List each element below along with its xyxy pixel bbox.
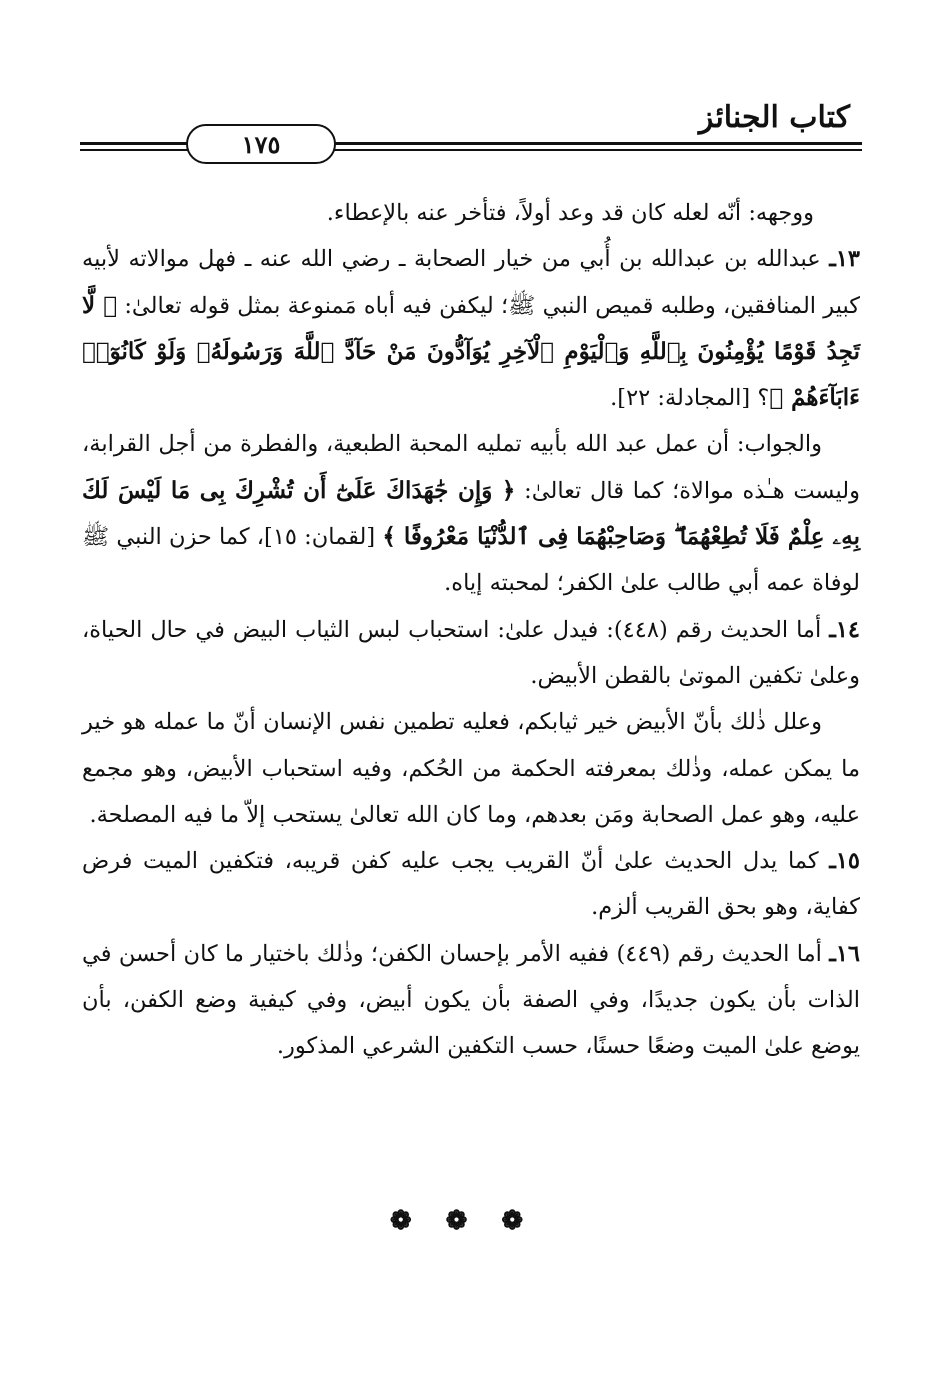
- page-number: ١٧٥: [186, 124, 336, 164]
- paragraph-13: [82, 236, 860, 421]
- paragraph-text: كما يدل الحديث علىٰ أنّ القريب يجب عليه كفن قريبه، فتكفين الميت فرض كفاية، وهو بحق القريب ألزم.: [82, 848, 860, 921]
- paragraph-text: ووجهه: أنّه لعله كان قد وعد أولاً، فتأخر عنه بالإعطاء.: [326, 200, 814, 226]
- verse-reference: [لقمان: ١٥]، كما حزن النبي ﷺ لوفاة عمه أبي طالب علىٰ الكفر؛ لمحبته إياه.: [82, 524, 860, 597]
- paragraph-text: وعلل ذٰلك بأنّ الأبيض خير ثيابكم، فعليه تطمين نفس الإنسان أنّ ما عمله هو خير ما يمكن عمله، وذٰلك بمعرفته الحكمة من الحُكم، وفيه استحباب الأبيض، وهو مجمع عليه، وهو عمل الصحابة ومَن بعدهم، وما كان الله تعالىٰ يستحب إلاّ ما فيه المصلحة.: [82, 709, 860, 828]
- paragraph-wajhuh: [82, 190, 860, 236]
- paragraph-16: [82, 931, 860, 1070]
- verse-reference: ؟ [المجادلة: ٢٢].: [610, 385, 770, 412]
- paragraph-illa: [82, 699, 860, 838]
- paragraph-text: أما الحديث رقم (٤٤٩) ففيه الأمر بإحسان الكفن؛ وذٰلك باختيار ما كان أحسن في الذات بأن يكون جديدًا، وفي الصفة بأن يكون أبيض، وفي كيفية وضع الكفن، بأن يوضع علىٰ الميت وضعًا حسنًا، حسب التكفين الشرعي المذكور.: [82, 940, 860, 1060]
- quran-verse: ﴿ وَإِن جَٰهَدَاكَ عَلَىٰٓ أَن تُشْرِكَ بِى مَا لَيْسَ لَكَ بِهِۦ عِلْمٌ فَلَا تُطِعْهُمَا ۖ وَصَاحِبْهُمَا فِى ٱلدُّنْيَا مَعْرُوفًا ﴾: [82, 476, 860, 551]
- paragraph-text: أما الحديث رقم (٤٤٨): فيدل علىٰ: استحباب لبس الثياب البيض في حال الحياة، وعلىٰ تكفين الموتىٰ بالقطن الأبيض.: [82, 616, 860, 689]
- page-body: [82, 190, 860, 1070]
- item-number: ١٤ـ: [829, 616, 860, 643]
- item-number: ١٣ـ: [829, 246, 860, 273]
- item-number: ١٥ـ: [829, 848, 861, 875]
- section-end-ornament: ❁❁❁: [389, 1206, 558, 1236]
- chapter-title: كتاب الجنائز: [698, 100, 850, 135]
- paragraph-text: عبدالله بن عبدالله بن أُبي من خيار الصحابة ـ رضي الله عنه ـ فهل موالاته لأبيه كبير المنافقين، وطلبه قميص النبي ﷺ؛ ليكفن فيه أباه مَمنوعة بمثل قوله تعالىٰ:: [82, 246, 861, 319]
- page-header: [80, 96, 862, 166]
- item-number: ١٦ـ: [829, 940, 861, 967]
- paragraph-text: والجواب: أن عمل عبد الله بأبيه تمليه المحبة الطبعية، والفطرة من أجل القرابة، وليست هـٰذه موالاة؛ كما قال تعالىٰ:: [82, 431, 860, 504]
- paragraph-15: [82, 838, 860, 931]
- paragraph-14: [82, 607, 860, 700]
- quran-verse: ﴿ لَّا تَجِدُ قَوْمًا يُؤْمِنُونَ بِٱللَّهِ وَٱلْيَوْمِ ٱلْآخِرِ يُوَآدُّونَ مَنْ حَآدَّ ٱللَّهَ وَرَسُولَهُۥ وَلَوْ كَانُوٓا۟ ءَابَآءَهُمْ ﴾: [82, 291, 860, 412]
- paragraph-answer: [82, 421, 860, 606]
